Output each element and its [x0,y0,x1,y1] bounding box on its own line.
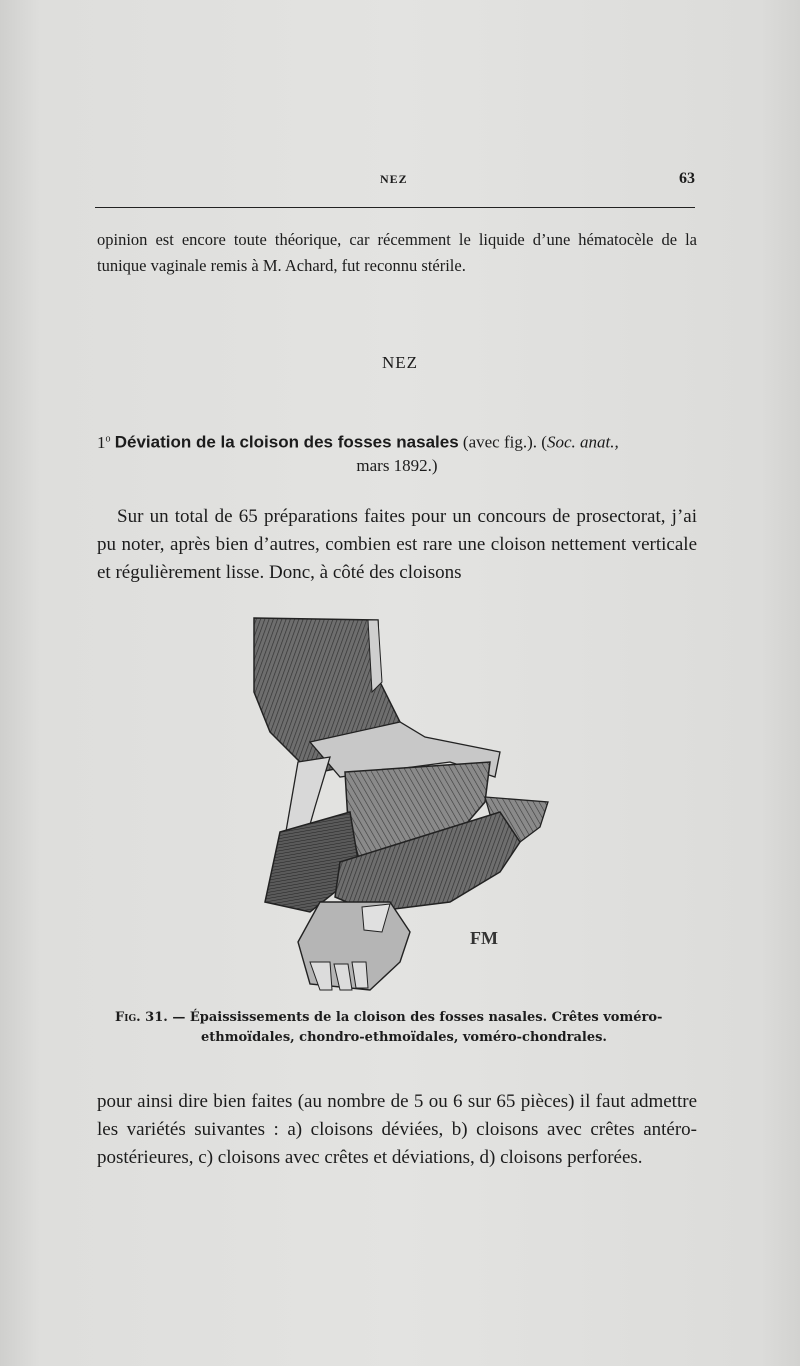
page-number: 63 [679,170,695,187]
heading-suffix: (avec fig.). ( [458,432,547,452]
intro-paragraph: opinion est encore toute théorique, car récemment le liquide d’une hématocèle de la tunique vaginale remis à M. Achard, fut reconnu stérile. [97,230,697,275]
heading-date: mars 1892.) [356,455,438,475]
running-head [95,170,695,192]
caption-line-2: ethmoïdales, chondro-ethmoïdales, voméro-chondrales. [201,1030,607,1045]
caption-line-1: — Épaississements de la cloison des fosses nasales. Crêtes voméro- [167,1010,663,1025]
figure-label: Fig. 31. [115,1010,168,1025]
running-head-title: NEZ [380,172,408,186]
figure-caption [115,1008,690,1048]
section-title: NEZ [381,353,419,372]
header-rule [95,207,695,208]
heading-number: 1$^o$ [97,432,111,452]
engraver-monogram: FM [470,928,498,948]
body-paragraph-1: Sur un total de 65 préparations faites pour un concours de prosectorat, j’ai pu noter, après bien d’autres, combien est rare une cloison nettement verticale et régulièrement lisse. Donc, à côté des cloisons [97,506,697,583]
heading-title: Déviation de la cloison des fosses nasales [114,432,459,452]
heading-source: Soc. anat., [546,432,619,452]
anatomical-illustration [250,612,554,998]
article-heading [97,427,697,477]
body-paragraph-2: pour ainsi dire bien faites (au nombre de 5 ou 6 sur 65 pièces) il faut admettre les variétés suivantes : a) cloisons déviées, b) cloisons avec crêtes antéro-postérieures, c) cloisons avec crêtes et déviations, d) cloisons perforées. [97,1091,697,1168]
